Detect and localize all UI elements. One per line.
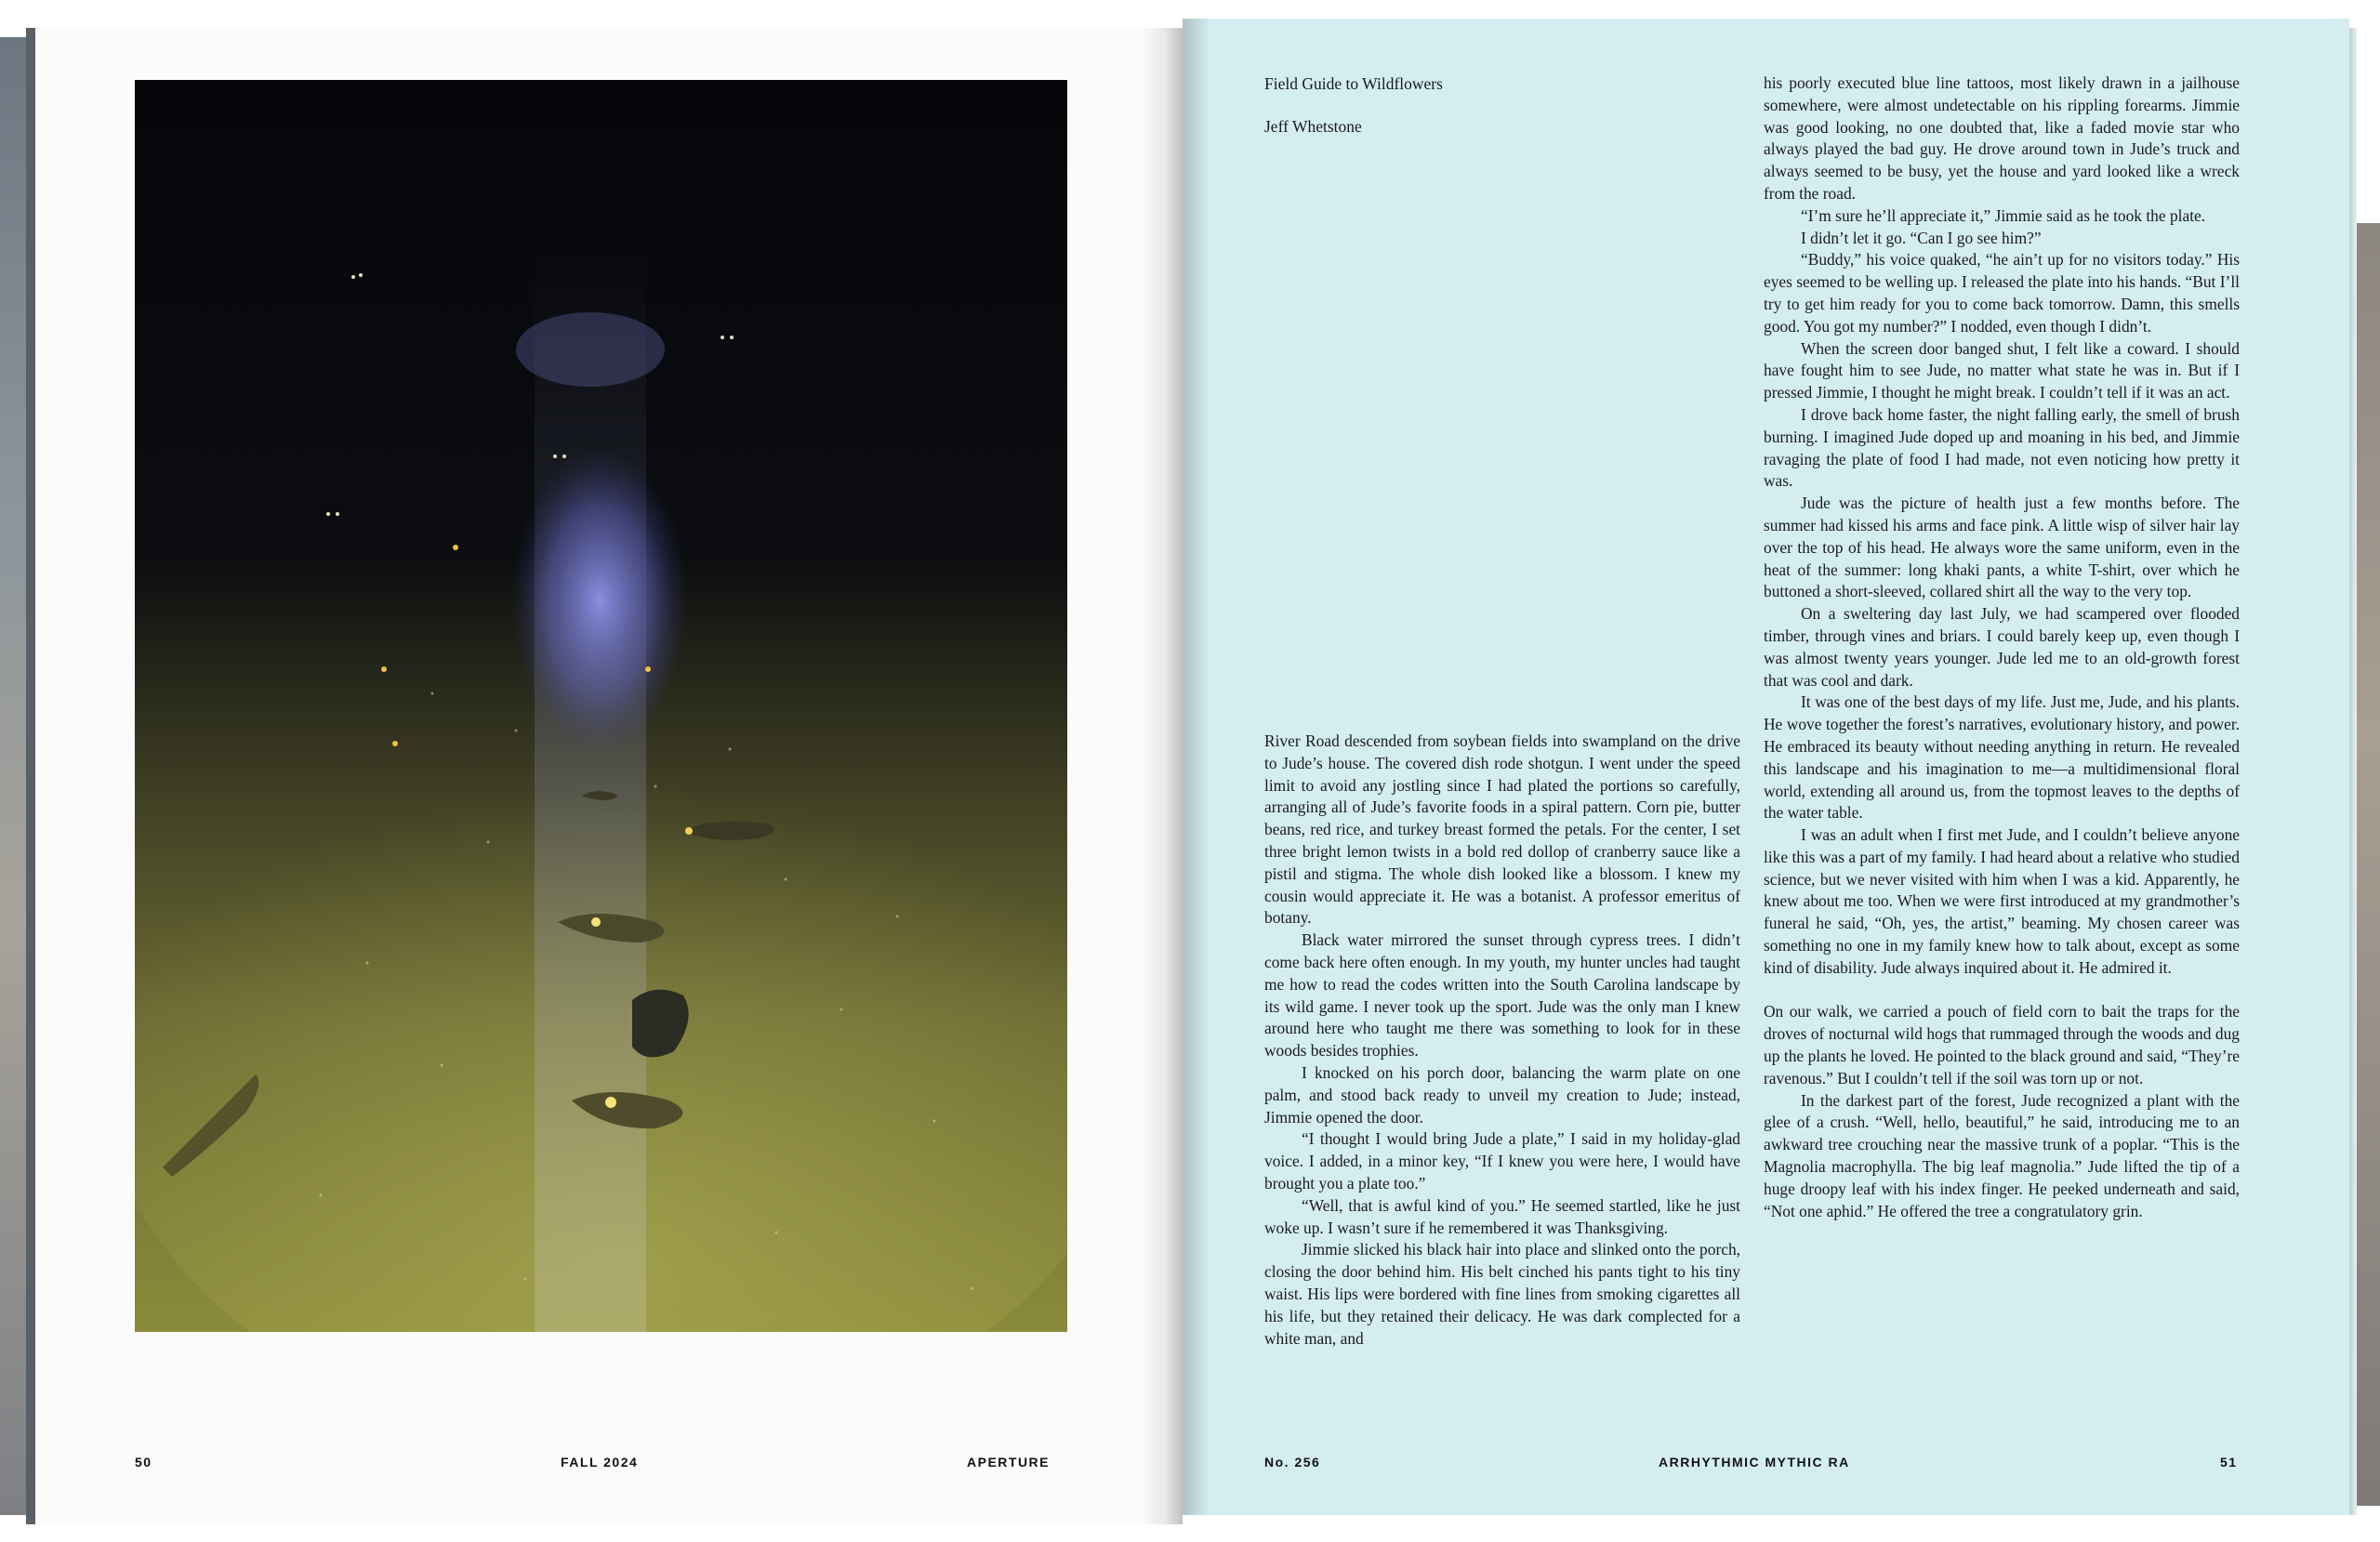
paragraph: River Road descended from soybean fields into swampland on the drive to Jude’s house. The covered dish rode shotgun. I went under the speed limit to avoid any jostling since I had plated the portions so carefully, arranging all of Jude’s favorite foods in a spiral pattern. Corn pie, butter beans, red rice, and turkey breast formed the petals. For the center, I set three bright lemon twists in a bold red dollop of cranberry sauce like a pistil and stigma. The whole dish looked like a blossom. I knew my cousin would appreciate it. He was a botanist. A professor emeritus of botany.: [1264, 731, 1740, 928]
photo-illustration: [135, 80, 1067, 1332]
text-column-2: [1764, 72, 2240, 1222]
paragraph: I drove back home faster, the night falling early, the smell of brush burning. I imagined Jude doped up and moaning in his bed, and Jimmie ravaging the plate of food I had made, not even noticing how pretty it was.: [1764, 404, 2240, 491]
paragraph: In the darkest part of the forest, Jude recognized a plant with the glee of a crush. “Well, hello, beautiful,” he said, introducing me to an awkward tree crouching near the massive trunk of a poplar. “This is the Magnolia macrophylla. The big leaf magnolia.” Jude lifted the tip of a huge droopy leaf with his index finger. He peeked underneath and said, “Not one aphid.” He offered the tree a congratulatory grin.: [1764, 1090, 2240, 1220]
paragraph: “I thought I would bring Jude a plate,” I said in my holiday-glad voice. I added, in a minor key, “If I knew you were here, I would have brought you a plate too.”: [1264, 1129, 1740, 1193]
background-edge-left: [0, 37, 26, 1515]
left-folio-number: 50: [135, 1455, 152, 1470]
paragraph: Black water mirrored the sunset through cypress trees. I didn’t come back here often enough. In my youth, my hunter uncles had taught me how to read the codes written into the South Carolina landscape by its wild game. I never took up the sport. Jude was the only man I knew around here who taught me there was something to look for in these woods besides trophies.: [1264, 930, 1740, 1061]
gutter-shadow: [1140, 28, 1183, 1524]
text-column-1: [1264, 731, 1740, 1350]
paragraph: I was an adult when I first met Jude, and I couldn’t believe anyone like this was a part of my family. I had heard about a relative who studied science, but we never visited with him when I was a kid. Apparently, he knew about me too. When we were first introduced at my grandmother’s funeral he said, “Oh, yes, the artist,” beaming. My chosen career was something no one in my family knew how to talk about, except as some kind of disability. Jude always inquired about it. He admired it.: [1764, 825, 2240, 977]
article-title: Field Guide to Wildflowers: [1264, 74, 1443, 93]
right-page-edge: [2349, 28, 2357, 1515]
paragraph: “I’m sure he’ll appreciate it,” Jimmie said as he took the plate.: [1801, 205, 2206, 225]
right-folio-number: 51: [2220, 1455, 2238, 1470]
paragraph: I didn’t let it go. “Can I go see him?”: [1801, 228, 2042, 247]
paragraph: On our walk, we carried a pouch of field corn to bait the traps for the droves of nocturnal wild hogs that rummaged through the woods and dug up the plants he loved. He pointed to the black ground and said, “They’re ravenous.” But I couldn’t tell if the soil was torn up or not.: [1764, 1002, 2240, 1087]
alligator-night-photo: [135, 80, 1067, 1332]
article-author: Jeff Whetstone: [1264, 117, 1362, 136]
background-edge-right: [2356, 223, 2380, 1506]
right-gutter-shadow: [1183, 19, 1210, 1515]
left-folio-issue: FALL 2024: [561, 1455, 639, 1470]
left-page-edge: [26, 28, 35, 1524]
paragraph: his poorly executed blue line tattoos, most likely drawn in a jailhouse somewhere, were almost undetectable on his rippling forearms. Jimmie was good looking, no one doubted that, like a faded movie star who always played the bad guy. He drove around town in Jude’s truck and always seemed to be busy, yet the house and yard looked like a wreck from the road.: [1764, 73, 2240, 203]
paragraph: When the screen door banged shut, I felt like a coward. I should have fought him to see Jude, no matter what state he was in. But if I pressed Jimmie, I thought he might break. I couldn’t tell if it was an act.: [1764, 338, 2240, 402]
left-folio-magazine: APERTURE: [967, 1455, 1051, 1470]
right-folio-issue-number: No. 256: [1264, 1455, 1321, 1470]
right-folio-section: ARRHYTHMIC MYTHIC RA: [1659, 1455, 1850, 1470]
paragraph: “Buddy,” his voice quaked, “he ain’t up for no visitors today.” His eyes seemed to be welling up. I released the plate into his hands. “But I’ll try to get him ready for you to come back tomorrow. Damn, this smells good. You got my number?” I nodded, even though I didn’t.: [1764, 250, 2240, 336]
paragraph: I knocked on his porch door, balancing the warm plate on one palm, and stood back ready to unveil my creation to Jude; instead, Jimmie opened the door.: [1264, 1062, 1740, 1127]
paragraph: Jude was the picture of health just a few months before. The summer had kissed his arms and face pink. A little wisp of silver hair lay over the top of his head. He always wore the same uniform, even in the heat of the summer: long khaki pants, a white T-shirt, over which he buttoned a short-sleeved, collared shirt all the way to the very top.: [1764, 494, 2240, 601]
paragraph: Jimmie slicked his black hair into place and slinked onto the porch, closing the door behind him. His belt cinched his pants tight to his tiny waist. His lips were bordered with fine lines from smoking cigarettes all his life, but they retained their delicacy. He was dark complected for a white man, and: [1264, 1240, 1740, 1348]
paragraph: On a sweltering day last July, we had scampered over flooded timber, through vines and briars. I could barely keep up, even though I was almost twenty years younger. Jude led me to an old-growth forest that was cool and dark.: [1764, 604, 2240, 690]
paragraph: It was one of the best days of my life. Just me, Jude, and his plants. He wove together the forest’s narratives, evolutionary history, and power. He embraced its beauty without needing anything in return. He revealed this landscape and his imagination to me—a multidimensional floral world, extending all around us, from the topmost leaves to the depths of the water table.: [1764, 692, 2240, 823]
paragraph: “Well, that is awful kind of you.” He seemed startled, like he just woke up. I wasn’t sure if he remembered it was Thanksgiving.: [1264, 1195, 1740, 1237]
